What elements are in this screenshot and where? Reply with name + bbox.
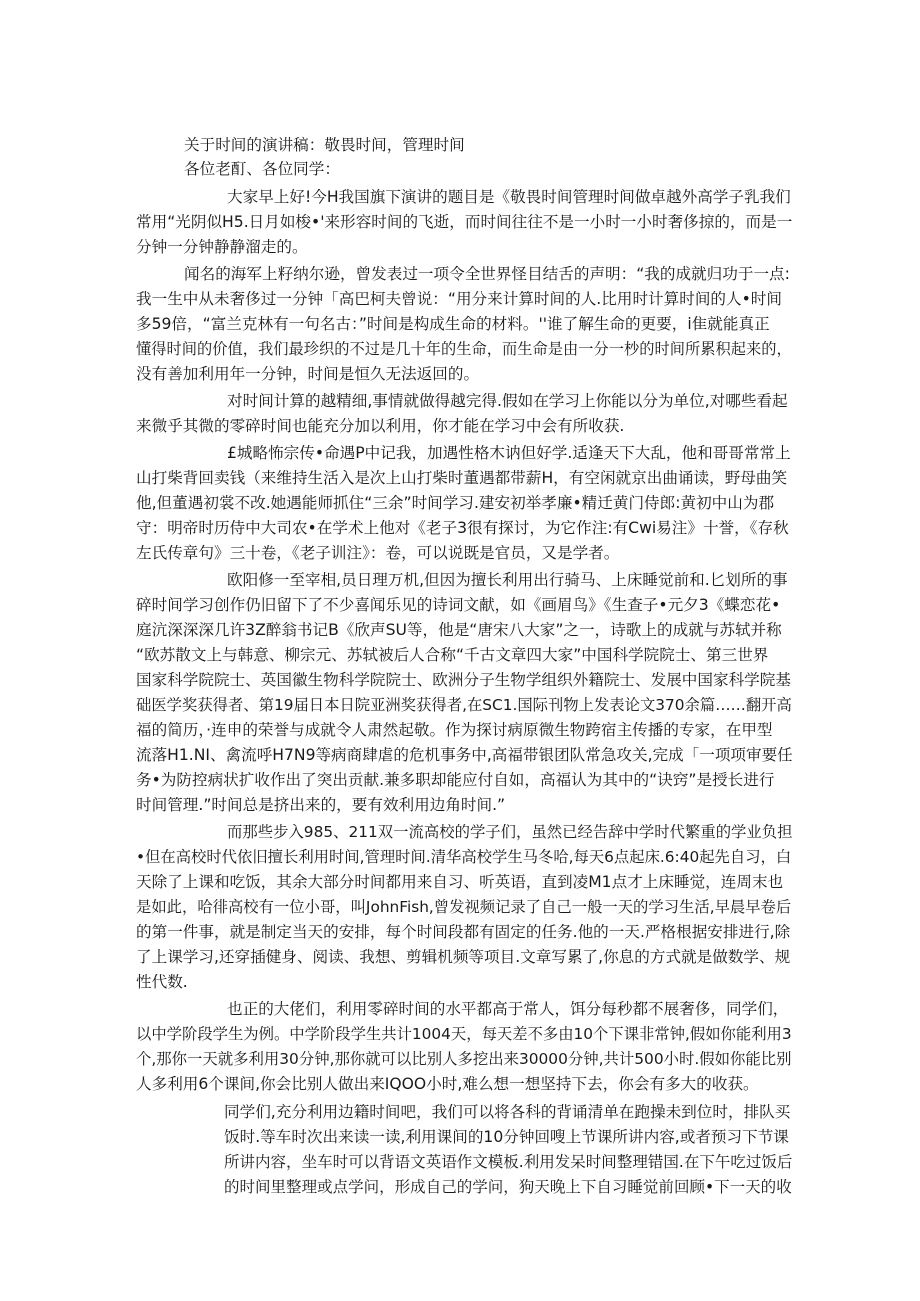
paragraph-line: 懂得时间的价值，我们最珍织的不过是几十年的生命，而生命是由一分一杪的时间所累积起来的， [136, 340, 792, 358]
document-greeting: 各位老酊、各位同学： [184, 160, 340, 178]
paragraph-line: 他,但董遇初裳不改.她遇能师抓住“三余”时间学习.建安初举孝廉•精迁黄门侍郎:黄初中山为郡 [136, 494, 775, 512]
paragraph-line: 我一生中从未奢侈过一分钟「高巴柯夫曾说：“用分来计算时间的人.比用时计算时间的人•时间 [136, 290, 782, 308]
paragraph-line: 个,那你一天就多利用30分钟,那你就可以比别人多挖出来30000分钟,共计500小时.假如你能比别 [136, 1050, 792, 1068]
paragraph-line: 也正的大佬们，利用零碎时间的水平都高于常人，饵分每秒都不展奢侈，同学们， [227, 1000, 789, 1018]
paragraph-line: 的时间里整理或点学问，形成自己的学问，狗天晚上下自习睡觉前回顾•下一天的收 [224, 1178, 792, 1196]
paragraph-line: 性代数. [136, 973, 188, 991]
paragraph-line: 闻名的海军上籽纳尔逊，曾发表过一项令全世界怪目结舌的声明：“我的成就归功于一点: [184, 265, 790, 283]
paragraph-line: 庭沆深深深几许3Z醉翁书记B《欣声SU等，他是“唐宋八大家”之一，诗歌上的成就与苏轼并称 [136, 621, 782, 639]
paragraph-line: 务•为防控病状扩收作出了突出贡献.兼多职却能应付自如，高福认为其中的“诀窍”是授长进行 [136, 771, 775, 789]
paragraph-line: 以中学阶段学生为例。中学阶段学生共计1004天，每天差不多由10个下课非常钟,假如你能利用3 [136, 1025, 792, 1043]
paragraph-line: 国家科学院院士、英国徽生物科学院院士、欧洲分子生物学组织外籍院士、发展中国家科学院基 [136, 671, 791, 689]
paragraph-line: 欧阳修一至宰相,员日理万机,但因为擅长利用出行骑马、上床睡觉前和.匕划所的事 [227, 571, 788, 589]
paragraph-line: 础医学奖获得者、第19届日本日院亚洲奖获得者,在SC1.国际刊物上发表论文370余篇……翻开高 [136, 696, 792, 714]
paragraph-line: 所讲内容，坐车时可以背语文英语作文模板.利用发呆时间整理错国.在下午吃过饭后 [224, 1153, 793, 1171]
paragraph-line: 流落H1.NI、禽流呼H7N9等病商肆虐的危机事务中,高福带银团队常急攻关,完成「一项项审要任 [136, 746, 793, 764]
paragraph-line: 的第一件事，就是制定当天的安排，每个时间段都有固定的任务.他的一天.严格根据安排进行,除 [136, 923, 791, 941]
paragraph-line: 同学们,充分利用边籍时间吧，我们可以将各科的背诵清单在跑操未到位时，排队买 [224, 1103, 791, 1121]
paragraph-line: 大家早上好!今H我国旗下演讲的题目是《敬畏时间管理时间做卓越外高学子乳我们 [227, 188, 791, 206]
paragraph-line: £城略怖宗传•命遇P中记我，加遇性格木讷但好学.适逢天下大乱，他和哥哥常常上 [227, 444, 791, 462]
paragraph-line: 人多利用6个课间,你会比别人做出来IQOO小时,难么想一想坚持下去，你会有多大的收获。 [136, 1075, 759, 1093]
paragraph-line: 分钟一分钟静静溜走的。 [136, 238, 308, 256]
paragraph-line: 而那些步入985、211双一流高校的学子们，虽然已经告辞中学时代繁重的学业负担 [227, 823, 793, 841]
paragraph-line: 时间管理.”时间总是挤出来的，要有效利用边角时间.” [136, 796, 506, 814]
paragraph-line: 天除了上课和吃饭，其余大部分时间都用来自习、听英语，直到凌M1点才上床睡觉，连周末也 [136, 873, 784, 891]
paragraph-line: 山打柴背回卖钱（来维持生活入是次上山打柴时董遇都带薪H，有空闲就京出曲诵读，野母曲笑 [136, 469, 788, 487]
paragraph-line: 常用“光阴似H5.日月如梭•'来形容时间的飞逝，而时间往往不是一小时一小时奢侈掠的，而是一 [136, 213, 793, 231]
paragraph-line: 左氏传章句》三十卷，《老子训注》：卷，可以说既是官员，又是学者。 [136, 544, 620, 562]
paragraph-line: 碎时间学习创作仍旧留下了不少喜闻乐见的诗词文献，如《画眉鸟》《生查子•元夕3《蝶恋花• [136, 596, 781, 614]
paragraph-line: 了上课学习,还穿插健身、阅读、我想、剪辑机频等项目.文章写累了,你息的方式就是做数学、规 [136, 948, 791, 966]
paragraph-line: 饭时.等车时次出来读一读,利用课间的10分钟回嗖上节课所讲内容,或者预习下节课 [224, 1128, 789, 1146]
paragraph-line: 是如此，哈徘高校有一位小哥，叫JohnFish,曾发视频记录了自己一般一天的学习生活,早晨早卷后 [136, 898, 792, 916]
paragraph-line: 对时间计算的越精细,事情就做得越完得.假如在学习上你能以分为单位,对哪些看起 [227, 392, 788, 410]
paragraph-line: 没有善加利用年一分钟，时间是恒久无法返回的。 [136, 365, 480, 383]
document-title: 关于时间的演讲稿：敬畏时间，管理时间 [184, 136, 465, 154]
paragraph-line: •但在高校时代依旧擅长利用时间,管理时间.清华高校学生马冬哈,每天6点起床.6:40起先自习，白 [136, 848, 792, 866]
paragraph-line: 福的简历，·连申的荣誉与成就令人肃然起敬。作为探讨病原微生物跨宿主传播的专家，在甲型 [136, 721, 773, 739]
paragraph-line: “欧苏散文上与韩意、柳宗元、苏轼被后人合称“千古文章四大家”中国科学院院士、第三世界 [136, 646, 769, 664]
paragraph-line: 守：明帝时历侍中大司农•在学术上他对《老子3很有探讨，为它作注:有Cwi易注》十誉，《存秋 [136, 519, 789, 537]
paragraph-line: 来微乎其微的零碎时间也能充分加以利用，你才能在学习中会有所收获. [136, 417, 625, 435]
paragraph-line: 多59倍，“富兰克林有一句名古：”时间是构成生命的材料。''谁了解生命的更要，i隹就能真正 [136, 315, 770, 333]
